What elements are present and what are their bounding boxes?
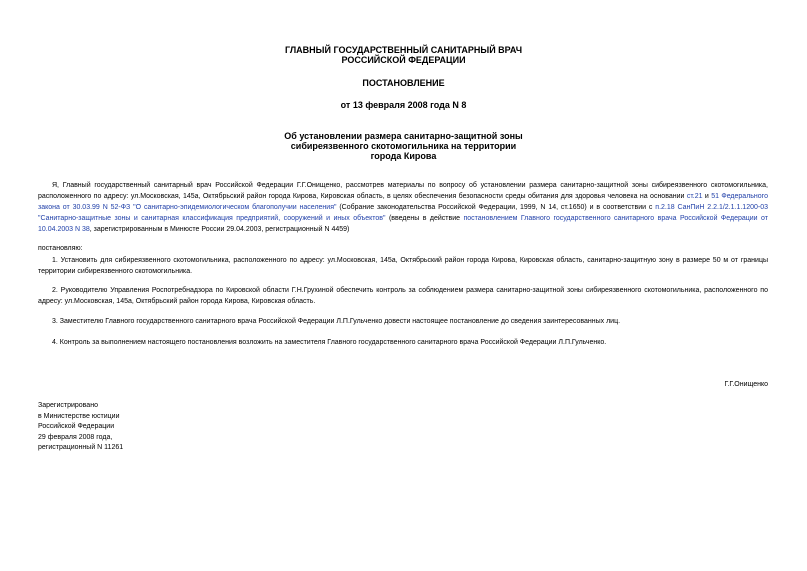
intro-text: , зарегистрированным в Минюсте России 29.04.2003, регистрационный N 4459) bbox=[89, 226, 350, 233]
issuer-heading bbox=[0, 45, 807, 65]
registration-line: в Министерстве юстиции bbox=[38, 412, 120, 420]
title-line: города Кирова bbox=[370, 151, 437, 161]
intro-paragraph bbox=[38, 180, 768, 235]
registration-line: Зарегистрировано bbox=[38, 402, 98, 409]
item-3-paragraph: 3. Заместителю Главного государственного санитарного врача Российской Федерации Л.П.Гульченко довести настоящее постановление до сведения заинтересованных лиц. bbox=[52, 318, 621, 325]
registration-line: Российской Федерации bbox=[38, 423, 115, 430]
federal-law-52-fz-link[interactable]: 51 Федерального закона от 30.03.99 N 52-ФЗ "О санитарно-эпидемиологическом благополучии населения" bbox=[38, 193, 768, 211]
item-2-paragraph: 2. Руководителю Управления Роспотребнадзора по Кировской области Г.Н.Грухиной обеспечить контроль за соблюдением размера санитарно-защитной зоны сибиреязвенного скотомогильника, расположенного по адресу: ул.Московская, 145а, Октябрьский район города Кирова, Кировская область. bbox=[38, 287, 768, 305]
registration-block bbox=[38, 401, 123, 454]
document-title bbox=[0, 131, 807, 161]
intro-text: и bbox=[702, 193, 712, 200]
signature: Г.Г.Онищенко bbox=[724, 381, 768, 388]
resolve-label: постановляю: bbox=[38, 245, 83, 252]
registration-line: 29 февраля 2008 года, bbox=[38, 433, 113, 441]
issuer-line-2: РОССИЙСКОЙ ФЕДЕРАЦИИ bbox=[341, 55, 466, 65]
intro-text: (Собрание законодательства Российской Федерации, 1999, N 14, ст.1650) и в соответствии с bbox=[336, 204, 656, 211]
law-article-21-link[interactable]: ст.21 bbox=[686, 193, 703, 200]
issuer-line-1: ГЛАВНЫЙ ГОСУДАРСТВЕННЫЙ САНИТАРНЫЙ ВРАЧ bbox=[284, 45, 523, 55]
document-type: ПОСТАНОВЛЕНИЕ bbox=[362, 78, 445, 88]
title-line: сибиреязвенного скотомогильника на территории bbox=[290, 141, 517, 151]
title-line: Об установлении размера санитарно-защитной зоны bbox=[284, 131, 523, 141]
item-1-paragraph: 1. Установить для сибиреязвенного скотомогильника, расположенного по адресу: ул.Московская, 145а, Октябрьский район города Кирова, Кировская область, санитарно-защитную зону в размере 50 м от границы территории сибиреязвенного скотомогильника. bbox=[38, 257, 768, 275]
intro-text: (введены в действие bbox=[385, 215, 464, 222]
item-4-paragraph: 4. Контроль за выполнением настоящего постановления возложить на заместителя Главного государственного санитарного врача Российской Федерации Л.П.Гульченко. bbox=[52, 339, 607, 346]
sanpin-link[interactable]: п.2.18 СанПиН 2.2.1/2.1.1.1200-03 "Санитарно-защитные зоны и санитарная классификация предприятий, сооружений и иных объектов" bbox=[38, 204, 768, 222]
intro-text: Я, Главный государственный санитарный врач Российской Федерации Г.Г.Онищенко, рассмотрев материалы по вопросу об установлении размера санитарно-защитной зоны сибиреязвенного скотомогильника, расположенного по адресу: ул.Московская, 145а, Октябрьский район города Кирова, Кировская область, в целях обеспечения безопасности среды обитания для здоровья человека на основании bbox=[38, 182, 768, 200]
resolution-38-link[interactable]: постановлением Главного государственного санитарного врача Российской Федерации от 10.04.2003 N 38 bbox=[38, 215, 768, 233]
registration-line: регистрационный N 11261 bbox=[38, 444, 124, 451]
document-date-number: от 13 февраля 2008 года N 8 bbox=[340, 100, 467, 110]
